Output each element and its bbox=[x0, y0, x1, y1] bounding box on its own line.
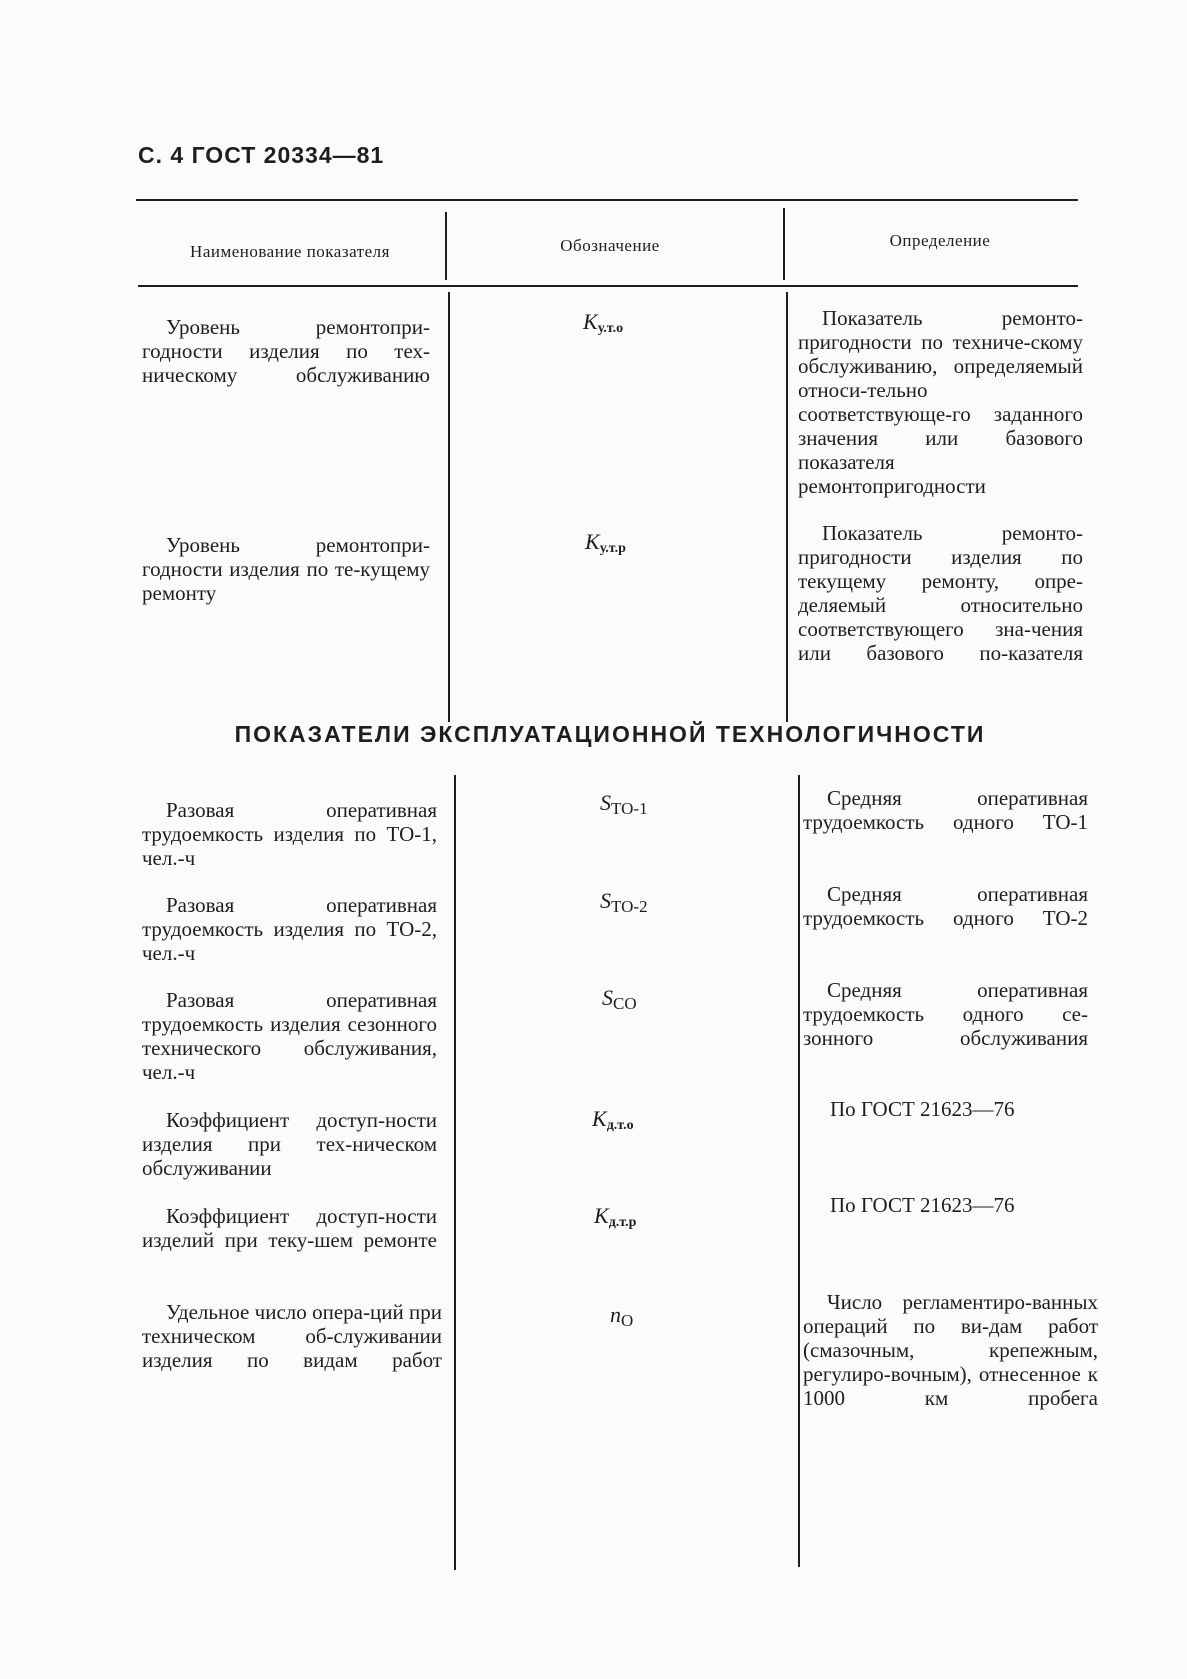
table-row-symbol: $K_{у.т.р}$ bbox=[585, 529, 626, 556]
table-row-name: Коэффициент доступ-ности изделия при тех-ническом обслуживании bbox=[142, 1108, 437, 1180]
table-row-symbol: $K_{у.т.о}$ bbox=[583, 309, 624, 336]
body-divider-2-bottom bbox=[798, 775, 800, 1567]
table-row-name: Уровень ремонтопри-годности изделия по те-кущему ремонту bbox=[142, 533, 430, 605]
section-title: ПОКАЗАТЕЛИ ЭКСПЛУАТАЦИОННОЙ ТЕХНОЛОГИЧНОСТИ bbox=[234, 721, 986, 747]
table-row-name: Удельное число опера-ций при техническом об-служивании изделия по видам работ bbox=[142, 1300, 442, 1372]
table-row-name: Коэффициент доступ-ности изделий при теку-шем ремонте bbox=[142, 1204, 437, 1252]
table-row-definition: Показатель ремонто-пригодности изделия по текущему ремонту, опре-деляемый относительно соответствующего зна-чения или базового по-казателя bbox=[798, 521, 1083, 665]
column-header-name: Наименование показателя bbox=[190, 242, 390, 261]
table-row-definition: Средняя оперативная трудоемкость одного ТО-2 bbox=[803, 882, 1088, 930]
header-divider-2 bbox=[783, 208, 785, 280]
table-row-definition: Показатель ремонто-пригодности по техниче-скому обслуживанию, определяемый относи-тельно соответствующе-го заданного значения или базового показателя ремонтопригодности bbox=[798, 306, 1083, 498]
page-header: С. 4 ГОСТ 20334—81 bbox=[138, 142, 385, 168]
table-row-symbol: $K_{д.т.о}$ bbox=[592, 1106, 634, 1133]
table-row-symbol: nО bbox=[610, 1302, 634, 1330]
table-row-name: Уровень ремонтопри-годности изделия по тех-ническому обслуживанию bbox=[142, 315, 430, 387]
table-top-rule bbox=[136, 199, 1078, 201]
column-header-definition: Определение bbox=[889, 231, 991, 250]
table-row-symbol: SТО-1 bbox=[600, 790, 648, 818]
table-row-symbol: SСО bbox=[602, 985, 637, 1013]
table-row-definition: Средняя оперативная трудоемкость одного ТО-1 bbox=[803, 786, 1088, 834]
table-row-definition: Средняя оперативная трудоемкость одного се-зонного обслуживания bbox=[803, 978, 1088, 1050]
body-divider-1-bottom bbox=[454, 775, 456, 1570]
table-header-rule bbox=[138, 285, 1078, 287]
table-row-name: Разовая оперативная трудоемкость изделия по ТО-2, чел.-ч bbox=[142, 893, 437, 965]
header-divider-1 bbox=[445, 212, 447, 280]
table-row-definition: Число регламентиро-ванных операций по ви-дам работ (смазочным, крепежным, регулиро-вочным), отнесенное к 1000 км пробега bbox=[803, 1290, 1098, 1410]
column-header-symbol: Обозначение bbox=[560, 236, 660, 255]
body-divider-1-top bbox=[448, 292, 450, 722]
table-row-definition: По ГОСТ 21623—76 bbox=[830, 1097, 1015, 1121]
table-row-name: Разовая оперативная трудоемкость изделия по ТО-1, чел.-ч bbox=[142, 798, 437, 870]
table-row-name: Разовая оперативная трудоемкость изделия сезонного технического обслуживания, чел.-ч bbox=[142, 988, 437, 1084]
table-row-symbol: SТО-2 bbox=[600, 888, 648, 916]
body-divider-2-top bbox=[786, 292, 788, 722]
table-row-symbol: $K_{д.т.р}$ bbox=[594, 1203, 637, 1230]
table-row-definition: По ГОСТ 21623—76 bbox=[830, 1193, 1015, 1217]
